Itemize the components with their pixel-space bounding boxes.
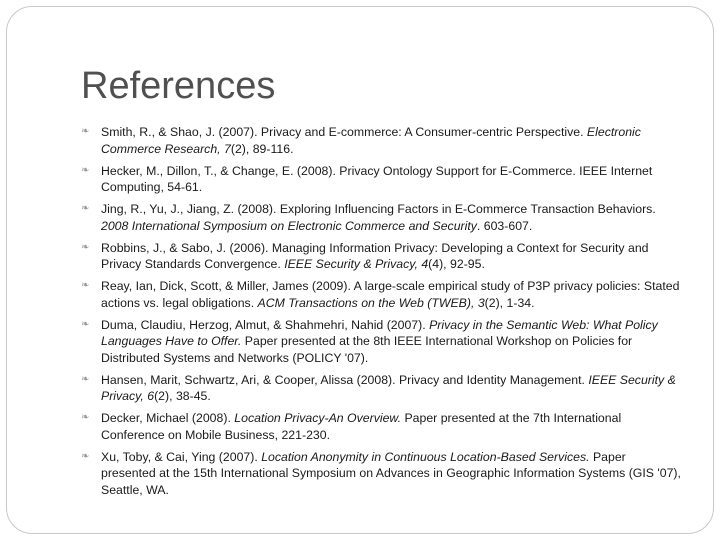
reference-italic-text: IEEE Security & Privacy, 4 bbox=[284, 257, 429, 271]
reference-italic-text: Privacy in the Semantic Web: What Policy Languages Have to Offer. bbox=[101, 317, 658, 348]
reference-text: Reay, Ian, Dick, Scott, & Miller, James (2009). A large-scale empirical study of P3P privacy policies: Stated actions vs. legal obligations. bbox=[101, 279, 680, 310]
reference-text: Jing, R., Yu, J., Jiang, Z. (2008). Exploring Influencing Factors in E-Commerce Transaction Behaviors. bbox=[101, 202, 656, 216]
reference-item bbox=[81, 317, 681, 367]
reference-italic-text: Location Anonymity in Continuous Location-Based Services. bbox=[261, 449, 590, 464]
flourish-bullet-icon: ❧ bbox=[81, 280, 90, 291]
reference-item bbox=[81, 201, 681, 234]
reference-text: Duma, Claudiu, Herzog, Almut, & Shahmehri, Nahid (2007). bbox=[101, 317, 430, 332]
reference-item bbox=[81, 163, 681, 196]
reference-italic-text: ACM Transactions on the Web (TWEB), 3 bbox=[257, 295, 485, 310]
reference-italic-text: IEEE Security & Privacy, 6 bbox=[101, 372, 676, 403]
reference-text: (2), 38-45. bbox=[154, 389, 211, 403]
flourish-bullet-icon: ❧ bbox=[81, 373, 90, 385]
reference-item bbox=[81, 240, 681, 273]
reference-text: Hansen, Marit, Schwartz, Ari, & Cooper, Alissa (2008). Privacy and Identity Management. bbox=[101, 372, 589, 387]
reference-text: Robbins, J., & Sabo, J. (2006). Managing Information Privacy: Developing a Context for Security and Privacy Standards Convergence. bbox=[101, 240, 649, 271]
reference-list bbox=[81, 124, 681, 504]
reference-item bbox=[81, 449, 681, 499]
flourish-bullet-icon: ❧ bbox=[81, 164, 90, 176]
reference-text: Smith, R., & Shao, J. (2007). Privacy and E-commerce: A Consumer-centric Perspective. bbox=[101, 125, 587, 139]
flourish-bullet-icon: ❧ bbox=[81, 203, 90, 214]
slide-title: References bbox=[81, 65, 276, 107]
reference-text: (4), 92-95. bbox=[428, 257, 485, 271]
reference-item bbox=[81, 372, 681, 405]
flourish-bullet-icon: ❧ bbox=[81, 412, 90, 423]
reference-text: Paper presented at the 7th International Conference on Mobile Business, 221-230. bbox=[101, 411, 622, 442]
reference-text: Paper presented at the 8th IEEE International Workshop on Policies for Distributed Systems and Networks (POLICY '07). bbox=[101, 334, 633, 365]
reference-text: Hecker, M., Dillon, T., & Change, E. (2008). Privacy Ontology Support for E-Commerce. IEEE Internet Computing, 54-61. bbox=[101, 163, 653, 194]
reference-item bbox=[81, 278, 681, 311]
reference-text: . 603-607. bbox=[476, 218, 533, 233]
slide bbox=[6, 6, 714, 534]
reference-italic-text: Electronic Commerce Research, 7 bbox=[101, 125, 641, 156]
reference-text: (2), 1-34. bbox=[484, 295, 535, 310]
flourish-bullet-icon: ❧ bbox=[81, 318, 90, 330]
reference-text: (2), 89-116. bbox=[230, 141, 294, 156]
reference-text: Paper presented at the 15th International Symposium on Advances in Geographic Information Systems (GIS '07), Seattle, WA. bbox=[101, 449, 681, 497]
flourish-bullet-icon: ❧ bbox=[81, 241, 90, 253]
flourish-bullet-icon: ❧ bbox=[81, 450, 90, 462]
reference-text: Decker, Michael (2008). bbox=[101, 411, 235, 425]
reference-item bbox=[81, 124, 681, 157]
flourish-bullet-icon: ❧ bbox=[81, 126, 90, 137]
reference-italic-text: 2008 International Symposium on Electronic Commerce and Security bbox=[101, 218, 477, 233]
reference-italic-text: Location Privacy-An Overview. bbox=[234, 411, 402, 425]
reference-item bbox=[81, 410, 681, 443]
reference-text: Xu, Toby, & Cai, Ying (2007). bbox=[101, 449, 262, 464]
